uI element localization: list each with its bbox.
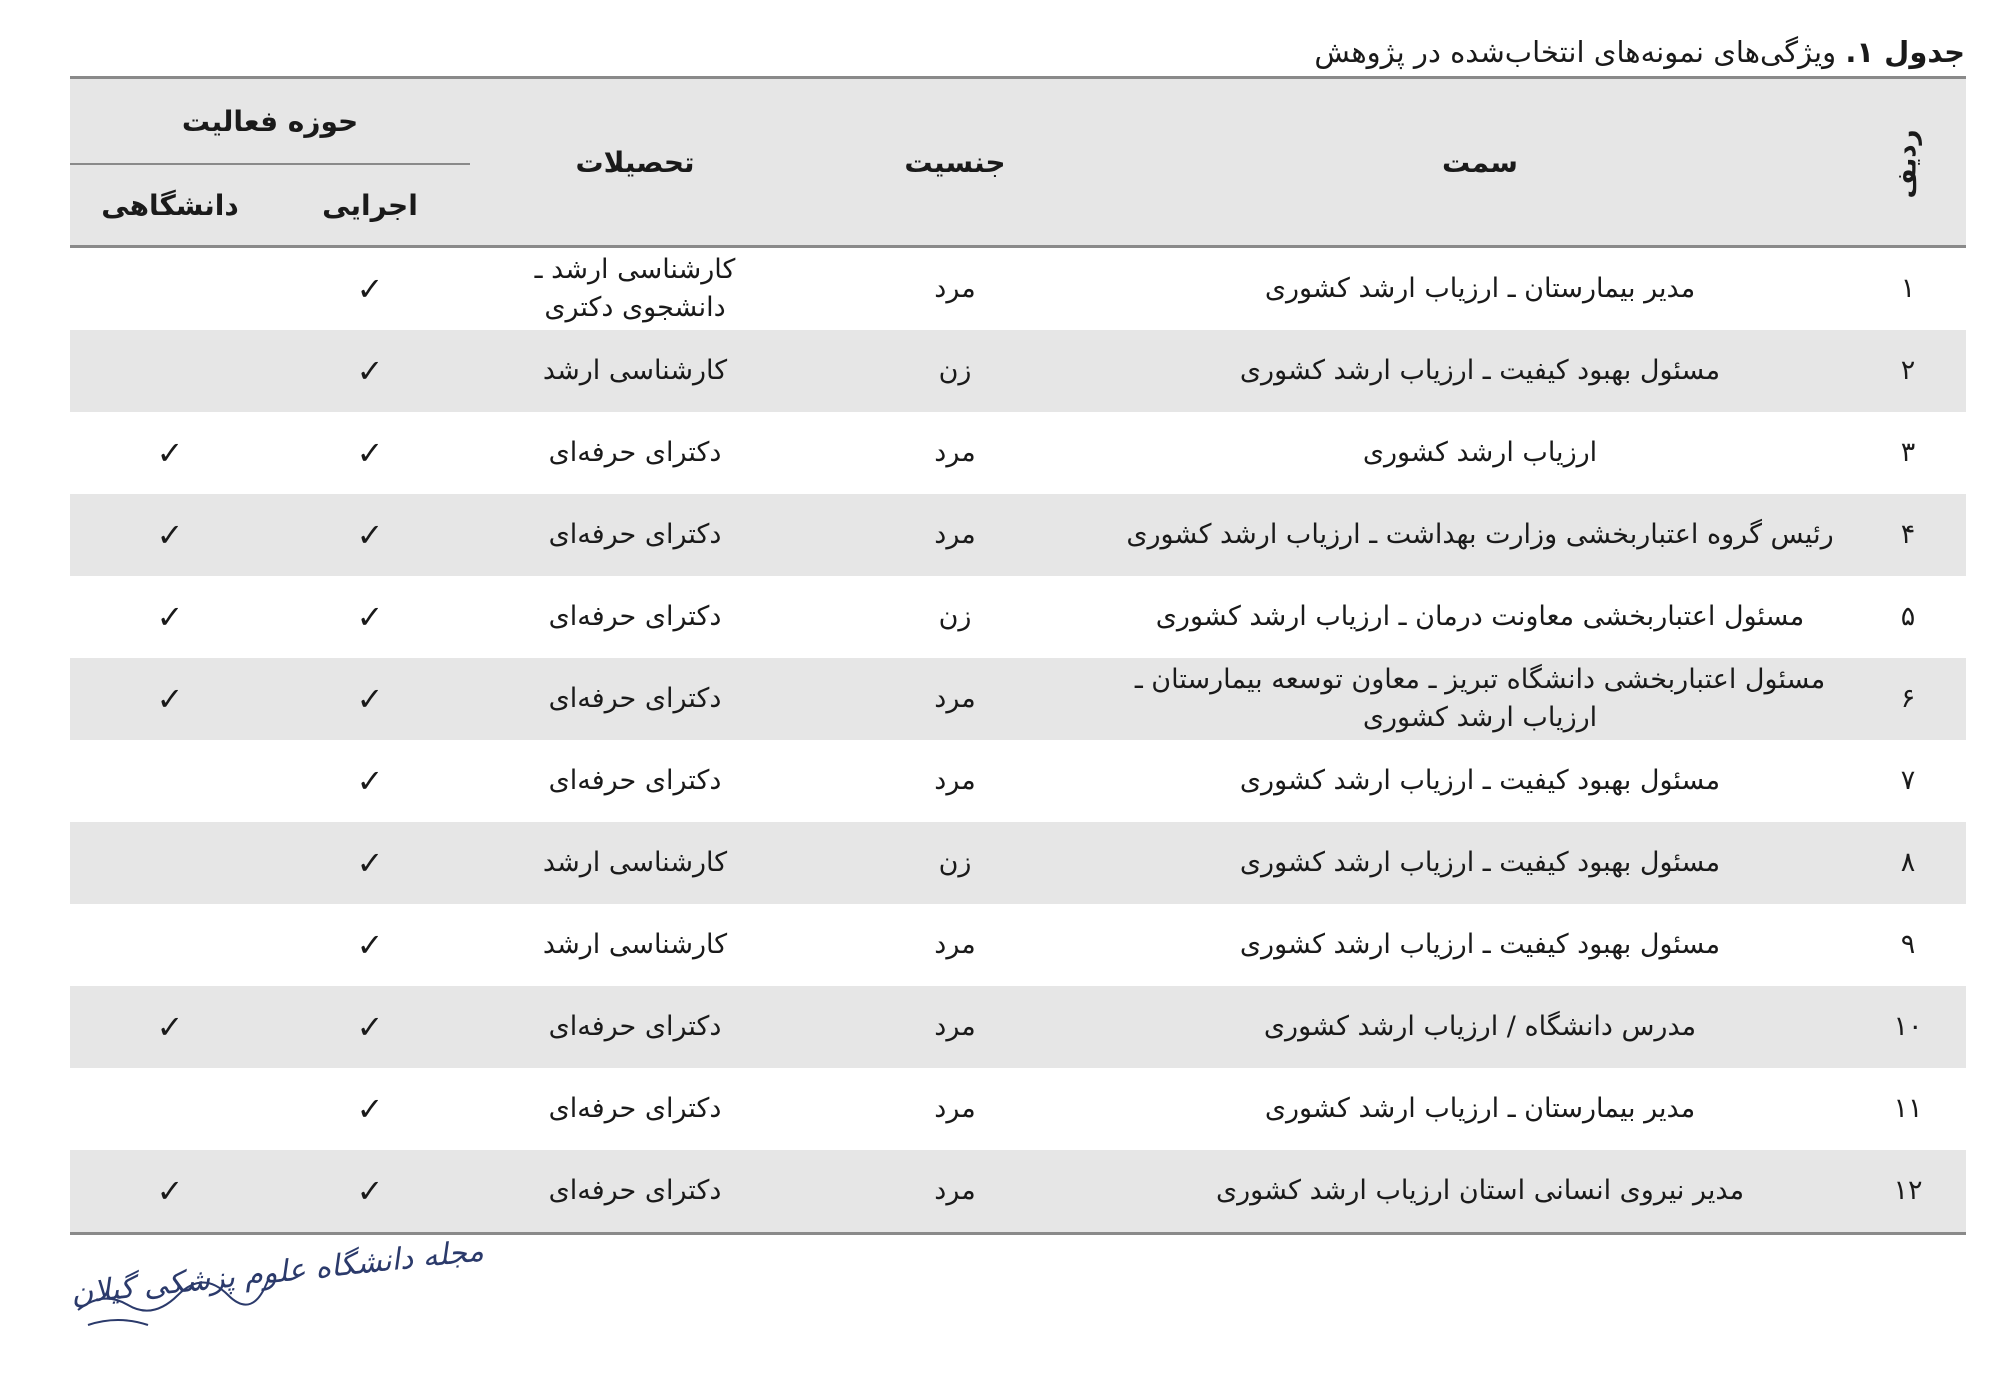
table-body bbox=[70, 247, 1966, 1234]
row-number-cell: ۱۲ bbox=[1850, 1150, 1966, 1234]
header-executive: اجرایی bbox=[270, 164, 470, 247]
table-row bbox=[70, 904, 1966, 986]
position-cell: مسئول بهبود کیفیت ـ ارزیاب ارشد کشوری bbox=[1110, 330, 1850, 412]
row-number-cell: ۳ bbox=[1900, 437, 1916, 468]
header-education: تحصیلات bbox=[470, 78, 800, 247]
gender-cell: مرد bbox=[934, 1093, 976, 1124]
education-cell: دکترای حرفه‌ای bbox=[470, 494, 800, 576]
journal-logo-text: مجله دانشگاه علوم پزشکی گیلان bbox=[69, 1233, 486, 1312]
row-number-cell: ۹ bbox=[1900, 929, 1916, 960]
executive-check-cell: ✓ bbox=[356, 926, 384, 964]
gender-cell: مرد bbox=[934, 929, 976, 960]
position-cell: مسئول بهبود کیفیت ـ ارزیاب ارشد کشوری bbox=[1239, 765, 1721, 796]
academic-check-cell: ✓ bbox=[70, 1150, 270, 1234]
row-number-cell: ۸ bbox=[1850, 822, 1966, 904]
table-row bbox=[70, 330, 1966, 412]
position-cell: مسئول اعتباربخشی معاونت درمان ـ ارزیاب ارشد کشوری bbox=[1155, 601, 1805, 632]
executive-check-cell: ✓ bbox=[356, 762, 384, 800]
row-number-cell: ۵ bbox=[1900, 601, 1916, 632]
table-row bbox=[70, 740, 1966, 822]
education-cell: دکترای حرفه‌ای bbox=[470, 658, 800, 740]
row-number-cell: ۷ bbox=[1900, 765, 1916, 796]
executive-check-cell: ✓ bbox=[356, 434, 384, 472]
position-cell: رئیس گروه اعتباربخشی وزارت بهداشت ـ ارزیاب ارشد کشوری bbox=[1110, 494, 1850, 576]
position-cell: مسئول بهبود کیفیت ـ ارزیاب ارشد کشوری bbox=[1110, 822, 1850, 904]
executive-check-cell: ✓ bbox=[270, 986, 470, 1068]
table-row bbox=[70, 658, 1966, 740]
education-cell: دکترای حرفه‌ای bbox=[548, 437, 722, 468]
academic-check-cell bbox=[70, 247, 270, 331]
academic-check-cell: ✓ bbox=[70, 658, 270, 740]
position-cell: ارزیاب ارشد کشوری bbox=[1362, 437, 1598, 468]
gender-cell: مرد bbox=[934, 273, 976, 304]
table-row bbox=[70, 1150, 1966, 1234]
caption-label: جدول ۱. bbox=[1845, 35, 1965, 69]
table-row bbox=[70, 822, 1966, 904]
gender-cell: مرد bbox=[800, 494, 1110, 576]
education-cell: دکترای حرفه‌ای bbox=[548, 601, 722, 632]
table-header bbox=[70, 78, 1966, 247]
gender-cell: زن bbox=[938, 601, 972, 632]
position-cell: مسئول بهبود کیفیت ـ ارزیاب ارشد کشوری bbox=[1239, 929, 1721, 960]
education-cell: کارشناسی ارشد bbox=[470, 822, 800, 904]
education-cell: کارشناسی ارشد bbox=[470, 330, 800, 412]
academic-check-cell: ✓ bbox=[70, 986, 270, 1068]
education-cell: کارشناسی ارشد bbox=[542, 929, 728, 960]
row-number-cell: ۶ bbox=[1850, 658, 1966, 740]
executive-check-cell: ✓ bbox=[270, 1150, 470, 1234]
executive-check-cell: ✓ bbox=[270, 330, 470, 412]
row-number-cell: ۱۰ bbox=[1850, 986, 1966, 1068]
table-row bbox=[70, 412, 1966, 494]
academic-check-cell bbox=[70, 904, 270, 986]
education-cell: دکترای حرفه‌ای bbox=[470, 1150, 800, 1234]
executive-check-cell: ✓ bbox=[270, 494, 470, 576]
executive-check-cell: ✓ bbox=[270, 658, 470, 740]
table-container bbox=[70, 76, 1966, 1235]
executive-check-cell: ✓ bbox=[356, 1090, 384, 1128]
education-cell: کارشناسی ارشد ـ دانشجوی دکتری bbox=[534, 254, 736, 323]
header-row-number: ردیف bbox=[1850, 78, 1966, 247]
gender-cell: مرد bbox=[800, 1150, 1110, 1234]
academic-check-cell: ✓ bbox=[70, 494, 270, 576]
header-gender: جنسیت bbox=[800, 78, 1110, 247]
header-academic: دانشگاهی bbox=[70, 164, 270, 247]
table-row bbox=[70, 986, 1966, 1068]
education-cell: دکترای حرفه‌ای bbox=[548, 1093, 722, 1124]
executive-check-cell: ✓ bbox=[270, 822, 470, 904]
row-number-cell: ۲ bbox=[1850, 330, 1966, 412]
gender-cell: زن bbox=[800, 330, 1110, 412]
table-row bbox=[70, 1068, 1966, 1150]
row-number-cell: ۱ bbox=[1900, 273, 1916, 304]
academic-check-cell bbox=[70, 822, 270, 904]
education-cell: دکترای حرفه‌ای bbox=[470, 986, 800, 1068]
table-row bbox=[70, 576, 1966, 658]
position-cell: مسئول اعتباربخشی دانشگاه تبریز ـ معاون توسعه بیمارستان ـ ارزیاب ارشد کشوری bbox=[1110, 658, 1850, 740]
position-cell: مدیر بیمارستان ـ ارزیاب ارشد کشوری bbox=[1264, 273, 1696, 304]
header-position: سمت bbox=[1110, 78, 1850, 247]
table-row bbox=[70, 494, 1966, 576]
education-cell: دکترای حرفه‌ای bbox=[548, 765, 722, 796]
gender-cell: مرد bbox=[934, 765, 976, 796]
academic-check-cell: ✓ bbox=[156, 434, 184, 472]
table-row bbox=[70, 247, 1966, 331]
academic-check-cell bbox=[70, 330, 270, 412]
academic-check-cell bbox=[70, 740, 270, 822]
gender-cell: مرد bbox=[800, 986, 1110, 1068]
position-cell: مدرس دانشگاه / ارزیاب ارشد کشوری bbox=[1110, 986, 1850, 1068]
caption-text: ویژگی‌های نمونه‌های انتخاب‌شده در پژوهش bbox=[1314, 35, 1837, 69]
header-activity-area: حوزه فعالیت bbox=[70, 78, 470, 165]
executive-check-cell: ✓ bbox=[356, 270, 384, 308]
academic-check-cell bbox=[70, 1068, 270, 1150]
gender-cell: زن bbox=[800, 822, 1110, 904]
samples-table bbox=[70, 76, 1966, 1235]
position-cell: مدیر نیروی انسانی استان ارزیاب ارشد کشوری bbox=[1110, 1150, 1850, 1234]
row-number-cell: ۴ bbox=[1850, 494, 1966, 576]
table-caption bbox=[1314, 30, 1965, 74]
gender-cell: مرد bbox=[800, 658, 1110, 740]
academic-check-cell: ✓ bbox=[156, 598, 184, 636]
gender-cell: مرد bbox=[934, 437, 976, 468]
row-number-cell: ۱۱ bbox=[1893, 1093, 1923, 1124]
executive-check-cell: ✓ bbox=[356, 598, 384, 636]
position-cell: مدیر بیمارستان ـ ارزیاب ارشد کشوری bbox=[1264, 1093, 1696, 1124]
